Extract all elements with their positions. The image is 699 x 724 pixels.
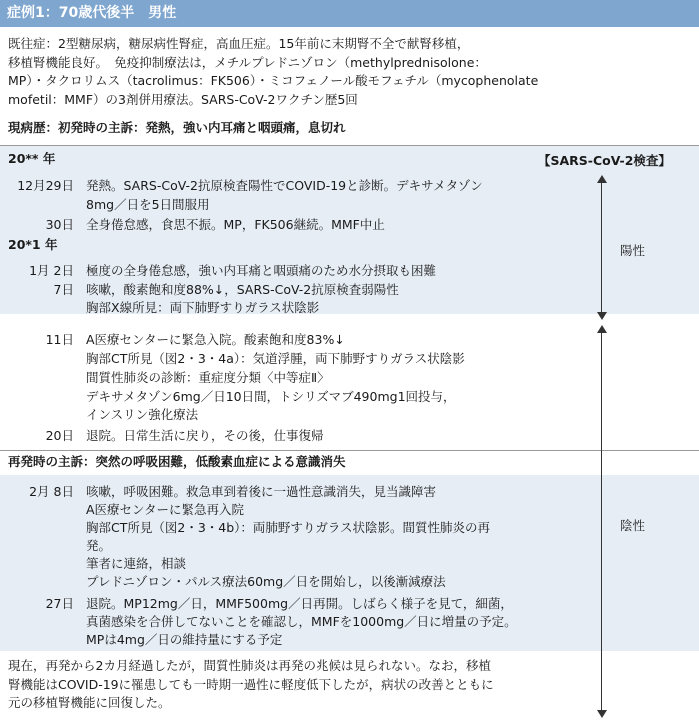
entry-text: A医療センターに緊急入院。酸素飽和度83%↓	[86, 332, 345, 347]
entry-text: 真菌感染を合併してないことを確認し，MMFを1000mg／日に増量の予定。	[86, 614, 517, 629]
summary-line: 元の移植腎機能に回復した。	[8, 695, 171, 710]
entry-text: 発。	[86, 538, 112, 553]
present-illness: 現病歴：初発時の主訴：発熱，強い内耳痛と咽頭痛，息切れ	[8, 120, 346, 135]
entry-text: 胸部X線所見：両下肺野すりガラス状陰影	[86, 300, 320, 315]
entry-text: 咳嗽，酸素飽和度88%↓，SARS-CoV-2抗原検査弱陽性	[86, 282, 399, 297]
status-positive: 陽性	[620, 243, 646, 258]
entry-text: 退院。日常生活に戻り，その後，仕事復帰	[86, 428, 324, 443]
entry-date: 30日	[45, 217, 74, 232]
entry-text: 発熱。SARS-CoV-2抗原検査陽性でCOVID-19と診断。デキサメタゾン	[86, 178, 483, 193]
test-header: 【SARS-CoV-2検査】	[538, 153, 671, 168]
history-paragraph	[8, 35, 568, 109]
year-label: 20*1 年	[8, 237, 58, 252]
entry-text: 8mg／日を5日間服用	[86, 197, 210, 212]
history-line: mofetil：MMF）の3剤併用療法。SARS-CoV-2ワクチン歴5回	[8, 91, 358, 107]
history-line: 既往症：2型糖尿病，糖尿病性腎症，高血圧症。15年前に末期腎不全で献腎移植，	[8, 36, 470, 51]
entry-date: 11日	[45, 332, 74, 347]
year-label: 20** 年	[8, 151, 56, 166]
arrow-down-icon	[597, 710, 607, 718]
entry-date: 12月29日	[17, 178, 74, 193]
case-title: 症例1：70歳代後半 男性	[0, 0, 699, 27]
entry-text: 胸部CT所見（図2・3・4a）：気道浮腫，両下肺野すりガラス状陰影	[86, 351, 465, 366]
summary-line: 腎機能はCOVID-19に罹患しても一時期一過性に軽度低下したが，病状の改善とともに	[8, 676, 494, 692]
entry-text: デキサメタゾン6mg／日10日間，トシリズマブ490mg1回投与，	[86, 389, 456, 404]
timeline-band-3	[0, 475, 699, 651]
entry-text: MPは4mg／日の維持量にする予定	[86, 632, 283, 647]
status-negative: 陰性	[620, 518, 646, 533]
history-line: 移植腎機能良好。 免疫抑制療法は，メチルプレドニゾロン（methylprednisolone：	[8, 54, 487, 70]
timeline-band-1	[0, 146, 699, 314]
entry-text: 筆者に連絡，相談	[86, 556, 187, 571]
entry-text: 胸部CT所見（図2・3・4b）：両肺野すりガラス状陰影。間質性肺炎の再	[86, 520, 491, 535]
entry-text: 退院。MP12mg／日，MMF500mg／日再開。しばらく様子を見て，細菌，	[86, 596, 513, 611]
entry-text: A医療センターに緊急再入院	[86, 502, 245, 517]
entry-text: プレドニゾロン・パルス療法60mg／日を開始し，以後漸減療法	[86, 574, 446, 589]
entry-date: 1月 2日	[29, 263, 74, 278]
entry-date: 20日	[45, 428, 74, 443]
entry-text: 極度の全身倦怠感，強い内耳痛と咽頭痛のため水分摂取も困難	[86, 263, 437, 278]
divider	[0, 450, 699, 451]
positive-period-line	[601, 182, 602, 314]
summary-line: 現在，再発から2カ月経過したが，間質性肺炎は再発の兆候は見られない。なお，移植	[8, 658, 491, 673]
arrow-down-icon	[597, 312, 607, 320]
history-line: MP）・タクロリムス（tacrolimus：FK506）・ミコフェノール酸モフェチル（mycophenolate	[8, 73, 539, 88]
entry-text: 全身倦怠感，食思不振。MP，FK506継続。MMF中止	[86, 217, 385, 232]
entry-text: 間質性肺炎の診断：重症度分類〈中等症Ⅱ〉	[86, 370, 330, 385]
entry-text: インスリン強化療法	[86, 407, 199, 422]
negative-period-line	[601, 332, 602, 712]
entry-date: 7日	[53, 282, 74, 297]
entry-text: 咳嗽，呼吸困難。救急車到着後に一過性意識消失，見当識障害	[86, 484, 437, 499]
entry-date: 27日	[45, 596, 74, 611]
summary-paragraph	[8, 657, 588, 713]
recurrence-complaint: 再発時の主訴：突然の呼吸困難，低酸素血症による意識消失	[8, 454, 346, 469]
entry-date: 2月 8日	[29, 484, 74, 499]
timeline-band-2	[0, 325, 699, 449]
